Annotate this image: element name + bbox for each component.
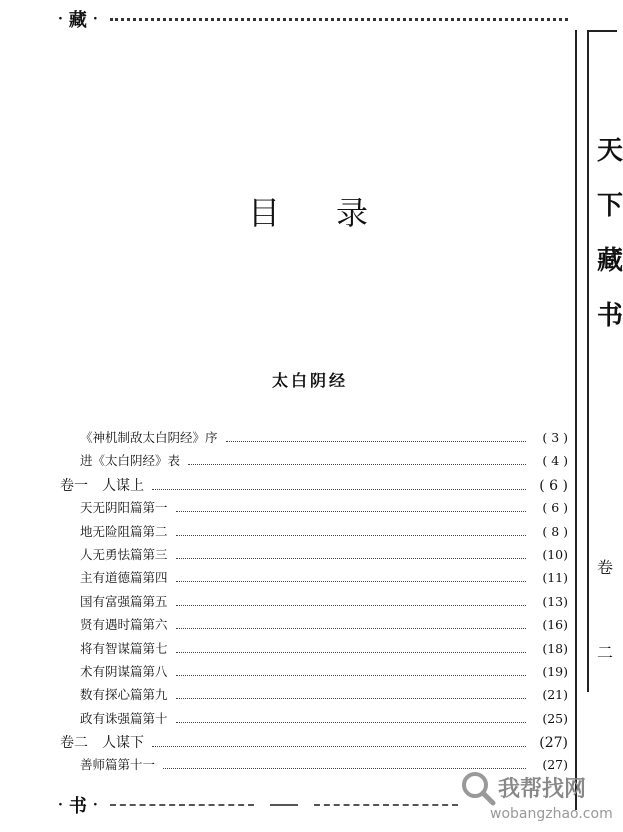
header-mark: 藏 — [68, 10, 87, 31]
toc-entry-page: ( 6 ) — [542, 500, 568, 516]
toc-entry-page: (16) — [542, 617, 568, 633]
toc-entry — [60, 592, 568, 615]
toc-entry-title: 贤有遇时篇第六 — [80, 617, 168, 633]
header-dot-right: · — [92, 11, 98, 27]
table-of-contents — [60, 428, 568, 779]
toc-entry-page: (11) — [542, 570, 568, 586]
toc-entry-page: ( 3 ) — [542, 430, 568, 445]
toc-entry — [60, 568, 568, 591]
toc-entry-page: (25) — [542, 710, 568, 726]
footer-mark: 书 — [68, 796, 87, 817]
toc-entry-page: (18) — [542, 640, 568, 656]
footer-rule — [110, 804, 254, 806]
toc-entry-title: 国有富强篇第五 — [80, 593, 168, 609]
toc-entry — [60, 498, 568, 521]
toc-entry-title: 进《太白阴经》表 — [80, 453, 181, 469]
toc-entry-title: 政有诛强篇第十 — [80, 710, 168, 726]
section-title: 太白阴经 — [272, 371, 349, 390]
toc-entry-page: ( 8 ) — [542, 523, 568, 539]
page-title: 目录 — [248, 194, 425, 232]
toc-entry-title: 天无阴阳篇第一 — [80, 500, 168, 516]
toc-entry — [60, 428, 568, 451]
toc-entry-page: (27) — [542, 757, 568, 773]
footer-rule-mid — [270, 804, 299, 806]
side-glyph: 二 — [597, 643, 614, 662]
toc-entry — [60, 545, 568, 568]
toc-entry — [60, 615, 568, 638]
toc-leader — [226, 441, 526, 442]
toc-leader — [176, 628, 526, 629]
toc-leader — [176, 558, 526, 559]
toc-entry-page: ( 6 ) — [539, 477, 568, 494]
toc-leader — [188, 464, 526, 465]
toc-leader — [176, 581, 526, 582]
toc-leader — [176, 511, 526, 512]
side-glyph: 卷 — [597, 558, 614, 577]
toc-entry-page: (27) — [539, 735, 568, 752]
adjacent-page-edge — [575, 30, 623, 810]
toc-entry-title: 善师篇第十一 — [80, 757, 156, 773]
toc-entry — [60, 685, 568, 708]
toc-leader — [176, 675, 526, 676]
watermark — [460, 770, 613, 828]
page-footer — [58, 794, 458, 816]
header-dot-left: · — [58, 11, 63, 27]
toc-entry-title: 数有探心篇第九 — [80, 687, 168, 703]
toc-leader — [176, 535, 526, 536]
toc-leader — [176, 652, 526, 653]
side-glyph: 藏 — [597, 246, 623, 276]
toc-leader — [176, 605, 526, 606]
toc-entry-title: 卷二 人谋下 — [60, 735, 144, 752]
toc-entry — [60, 522, 568, 545]
side-glyph: 书 — [597, 301, 623, 331]
toc-entry-title: 将有智谋篇第七 — [80, 640, 168, 656]
toc-entry — [60, 475, 568, 498]
toc-entry-title: 卷一 人谋上 — [60, 477, 144, 494]
footer-dot-right: · — [92, 797, 98, 813]
side-glyph: 天 — [597, 136, 623, 166]
toc-leader — [152, 746, 526, 747]
toc-entry-page: ( 4 ) — [542, 453, 568, 469]
toc-entry-title: 术有阴谋篇第八 — [80, 663, 168, 679]
toc-entry-page: (10) — [542, 546, 568, 562]
toc-entry — [60, 709, 568, 732]
toc-entry — [60, 662, 568, 685]
toc-entry-page: (13) — [542, 593, 568, 609]
toc-entry-title: 《神机制敌太白阴经》序 — [80, 430, 218, 445]
toc-entry — [60, 732, 568, 755]
toc-leader — [176, 698, 526, 699]
toc-entry-page: (19) — [542, 663, 568, 679]
header-rule — [110, 18, 568, 21]
footer-dot-left: · — [58, 797, 63, 813]
side-glyph: 下 — [597, 191, 623, 221]
toc-entry-title: 地无险阻篇第二 — [80, 523, 168, 539]
watermark-domain: wobangzhao.com — [490, 806, 613, 822]
toc-entry — [60, 639, 568, 662]
page-header — [58, 8, 568, 30]
toc-leader — [176, 722, 526, 723]
footer-rule-end — [314, 804, 458, 806]
toc-entry — [60, 451, 568, 474]
magnifier-icon — [460, 770, 496, 806]
toc-leader — [152, 489, 526, 490]
watermark-text: 我帮找网 — [498, 777, 587, 802]
toc-entry-title: 主有道德篇第四 — [80, 570, 168, 586]
toc-entry-page: (21) — [542, 687, 568, 703]
toc-entry-title: 人无勇怯篇第三 — [80, 546, 168, 562]
